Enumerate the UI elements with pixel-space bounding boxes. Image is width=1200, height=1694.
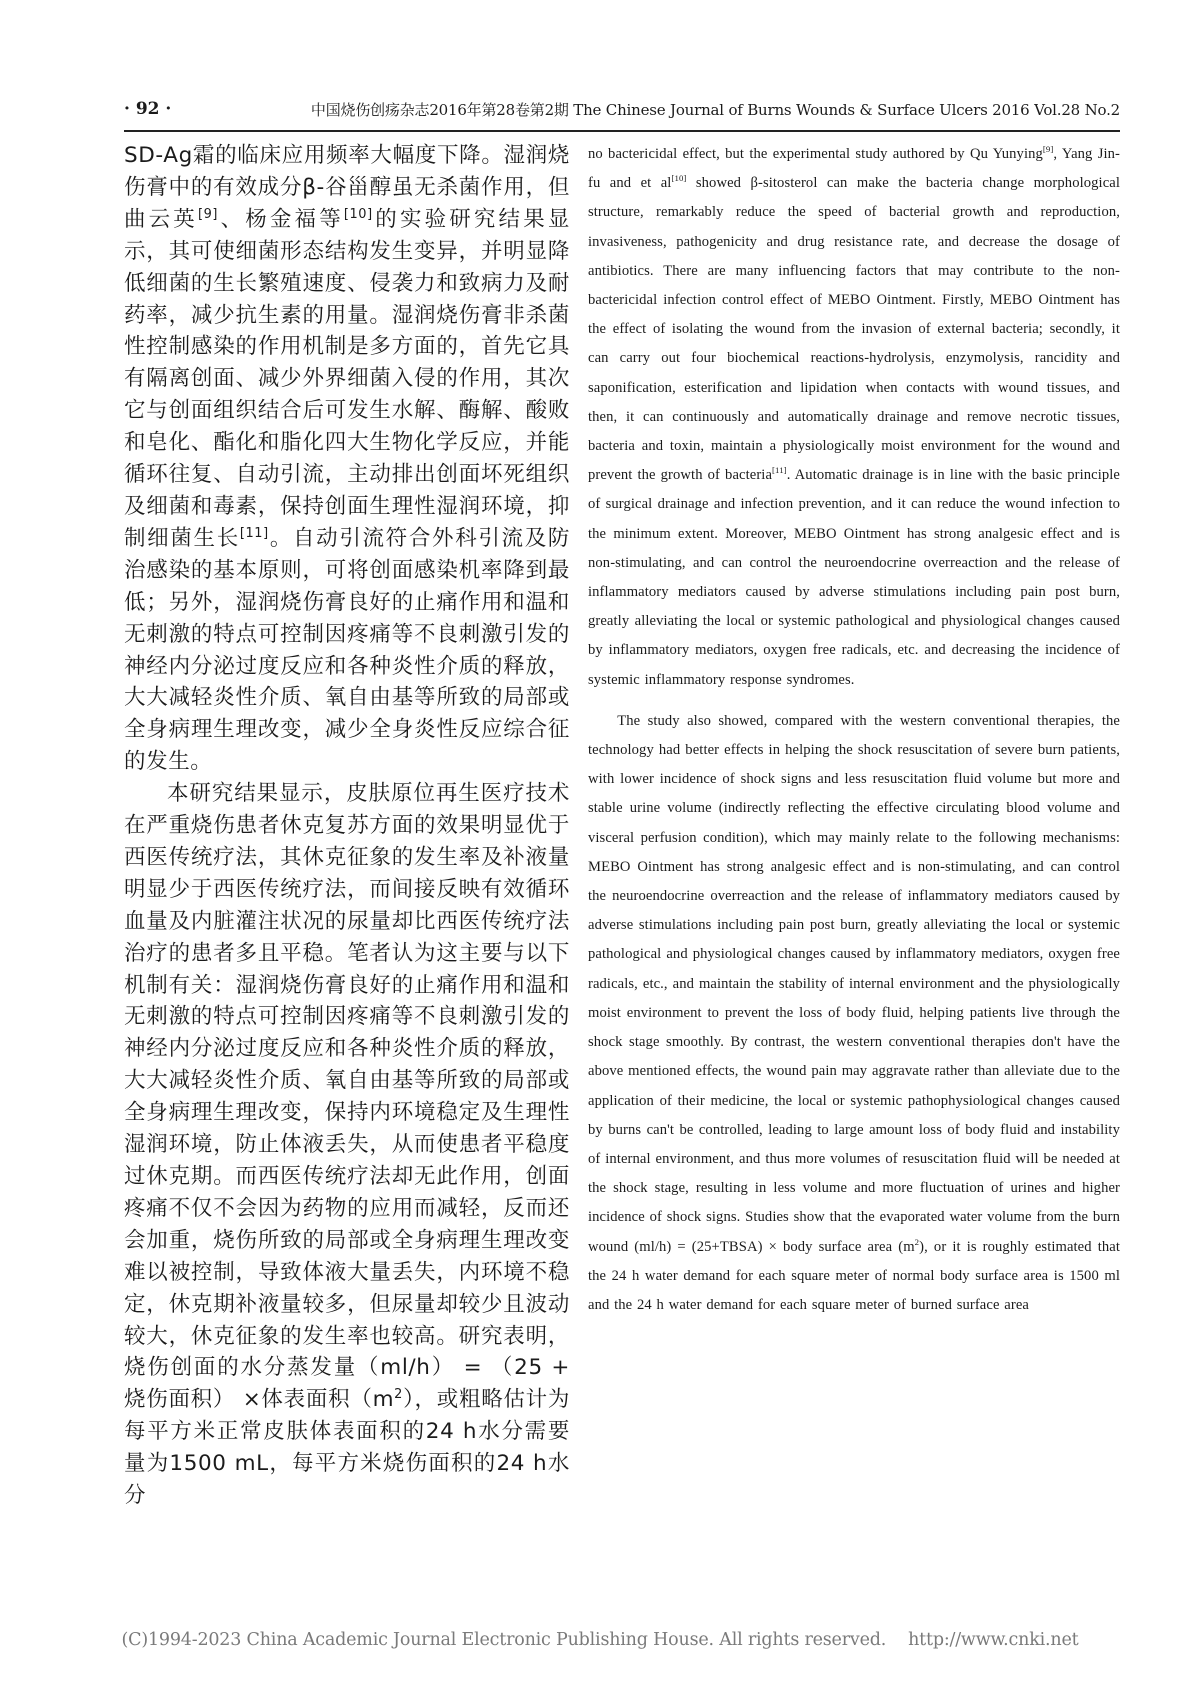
english-column <box>588 140 1120 1640</box>
citation: [11] <box>772 465 787 476</box>
copyright-footer <box>40 1630 1160 1656</box>
running-head: 中国烧伤创疡杂志2016年第28卷第2期 The Chinese Journal of Burns Wounds & Surface Ulcers 2016 Vol.28 No.2 <box>310 100 1120 119</box>
citation: [9] <box>1042 144 1054 155</box>
citation: [9] <box>197 206 219 222</box>
citation: [10] <box>671 173 687 184</box>
cnki-link[interactable]: http://www.cnki.net <box>908 1630 1079 1650</box>
header-rule <box>124 130 1120 132</box>
superscript: 2 <box>914 1236 920 1247</box>
citation: [11] <box>239 525 269 541</box>
zh-paragraph-2: 本研究结果显示，皮肤原位再生医疗技术在严重烧伤患者休克复苏方面的效果明显优于西医传统疗法，其休克征象的发生率及补液量明显少于西医传统疗法，而间接反映有效循环血量及内脏灌注状况的尿量却比西医传统疗法治疗的患者多且平稳。笔者认为这主要与以下机制有关：湿润烧伤膏良好的止痛作用和温和无刺激的特点可控制因疼痛等不良刺激引发的神经内分泌过度反应和各种炎性介质的释放，大大减轻炎性介质、氧自由基等所致的局部或全身病理生理改变，保持内环境稳定及生理性湿润环境，防止体液丢失，从而使患者平稳度过休克期。而西医传统疗法却无此作用，创面疼痛不仅不会因为药物的应用而减轻，反而还会加重，烧伤所致的局部或全身病理生理改变难以被控制，导致体液大量丢失，内环境不稳定，休克期补液量较多，但尿量却较少且波动较大，休克征象的发生率也较高。研究表明，烧伤创面的水分蒸发量（ml/h） = （25 + 烧伤面积） ×体表面积$(m^2)$，或粗略估计为每平方米正常皮肤体表面积的24 h水分需要量为1500 mL，每平方米烧伤面积的24 h水分 <box>124 781 570 1509</box>
citation: [10] <box>343 206 373 222</box>
zh-paragraph-1: SD-Ag霜的临床应用频率大幅度下降。湿润烧伤膏中的有效成分β-谷甾醇虽无杀菌作用，但曲云英[9]、杨金福等[10]的实验研究结果显示，其可使细菌形态结构发生变异，并明显降低细菌的生长繁殖速度、侵袭力和致病力及耐药率，减少抗生素的用量。湿润烧伤膏非杀菌性控制感染的作用机制是多方面的，首先它具有隔离创面、减少外界细菌入侵的作用，其次它与创面组织结合后可发生水解、酶解、酸败和皂化、酯化和脂化四大生物化学反应，并能循环往复、自动引流，主动排出创面坏死组织及细菌和毒素，保持创面生理性湿润环境，抑制细菌生长[11]。自动引流符合外科引流及防治感染的基本原则，可将创面感染机率降到最低；另外，湿润烧伤膏良好的止痛作用和温和无刺激的特点可控制因疼痛等不良刺激引发的神经内分泌过度反应和各种炎性介质的释放，大大减轻炎性介质、氧自由基等所致的局部或全身病理生理改变，减少全身炎性反应综合征的发生。 <box>124 143 570 775</box>
en-paragraph-2: The study also showed, compared with the western conventional therapies, the technology had better effects in helping the shock resuscitation of severe burn patients, with lower incidence of shock signs and less resuscitation fluid volume but more and stable urine volume (indirectly reflecting the effective circulating blood volume and visceral perfusion condition), which may mainly relate to the following mechanisms: MEBO Ointment has strong analgesic effect and is non-stimulating, and can control the neuroendocrine overreaction and the release of inflammatory mediators caused by adverse stimulations including pain post burn, greatly alleviating the local or systemic pathological and physiological changes caused by inflammatory mediators, oxygen free radicals, etc., and maintain the stability of internal environment and the physiologically moist environment to prevent the loss of body fluid, helping patients live through the shock stage smoothly. By contrast, the western conventional therapies don't have the above mentioned effects, the wound pain may aggravate rather than alleviate due to the application of their medicine, the local or systemic pathophysiological changes caused by burns can't be controlled, leading to large amount loss of body fluid and instability of internal environment, and thus more volumes of resuscitation fluid will be needed at the shock stage, resulting in less volume and more fluctuation of urines and higher incidence of shock signs. Studies show that the evaporated water volume from the burn wound (ml/h) = (25+TBSA) × body surface area $(m^2)$, or it is roughly estimated that the 24 h water demand for each square meter of normal body surface area is 1500 ml and the 24 h water demand for each square meter of burned surface area <box>588 712 1120 1313</box>
page-header <box>124 92 1120 126</box>
copyright-text: (C)1994-2023 China Academic Journal Electronic Publishing House. All rights reserved. <box>121 1630 887 1650</box>
chinese-column <box>124 140 570 1640</box>
superscript: 2 <box>394 1387 403 1403</box>
page-number: · 92 · <box>124 99 172 119</box>
en-paragraph-1: no bactericidal effect, but the experimental study authored by Qu Yunying[9], Yang Jin-fu and et al[10] showed β-sitosterol can make the bacteria change morphological structure, remarkably reduce the speed of bacterial growth and reproduction, invasiveness, pathogenicity and drug resistance rate, and decrease the dosage of antibiotics. There are many influencing factors that may contribute to the non-bactericidal infection control effect of MEBO Ointment. Firstly, MEBO Ointment has the effect of isolating the wound from the invasion of external bacteria; secondly, it can carry out four biochemical reactions-hydrolysis, enzymolysis, rancidity and saponification, esterification and lipidation when contacts with wound tissues, and then, it can continuously and automatically drainage and remove necrotic tissues, bacteria and toxin, maintain a physiologically moist environment for the wound and prevent the growth of bacteria[11]. Automatic drainage is in line with the basic principle of surgical drainage and infection prevention, and it can reduce the wound infection to the minimum extent. Moreover, MEBO Ointment has strong analgesic effect and is non-stimulating, and can control the neuroendocrine overreaction and the release of inflammatory mediators caused by adverse stimulations including pain post burn, greatly alleviating the local or systemic pathological and physiological changes caused by inflammatory mediators, oxygen free radicals, etc. and decreasing the incidence of systemic inflammatory response syndromes. <box>588 144 1120 688</box>
